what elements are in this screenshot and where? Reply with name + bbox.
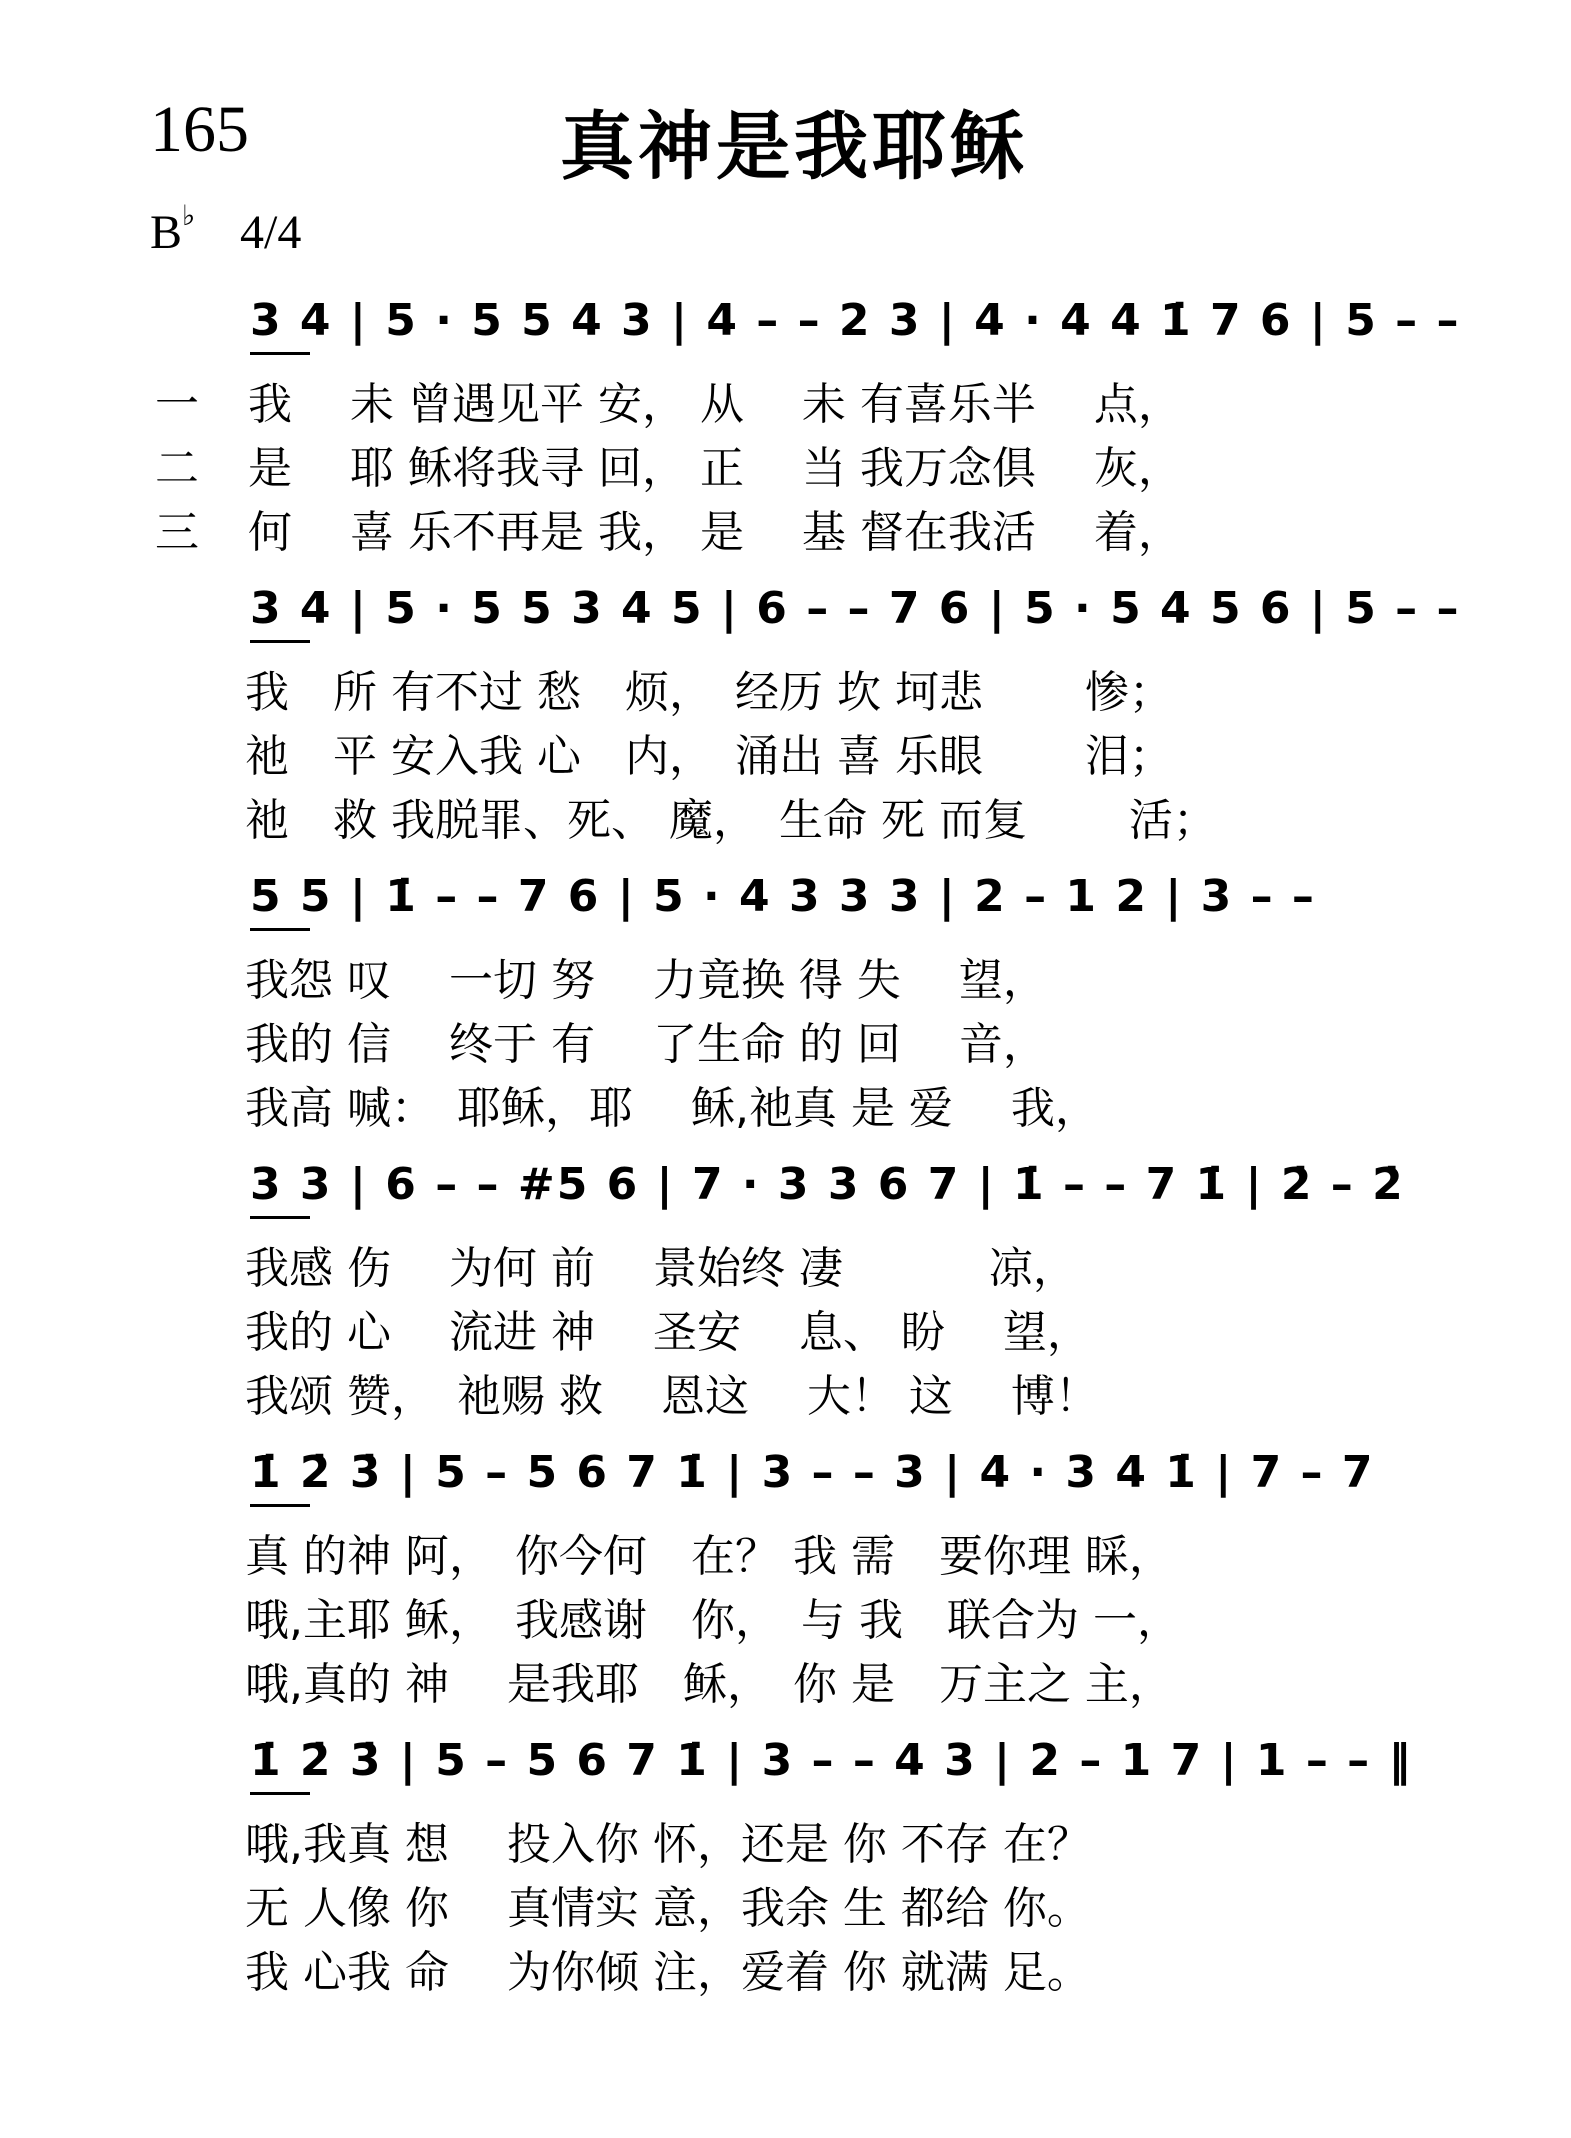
lyric-line: 祂 救 我脱罪、死、 魔， 生命 死 而复 活； [245, 795, 1217, 846]
lyric-line: 真 的神 阿， 你今何 在？ 我 需 要你理 睬， [245, 1531, 1173, 1582]
notation-underline [250, 352, 310, 355]
notation-underline [250, 640, 310, 643]
lyric-line: 哦,主耶 稣， 我感谢 你， 与 我 联合为 一， [245, 1595, 1181, 1646]
verse-label: 一 [155, 379, 199, 430]
lyric-line: 我的 信 终于 有 了生命 的 回 音， [245, 1019, 1047, 1070]
page-title: 真神是我耶稣 [560, 104, 1028, 190]
notation-row: 3 3 | 6 – – #5 6 | 7 · 3 3 6 7 | 1̇ – – 7 1̇ | 2̇ – 2̇ [250, 1159, 1405, 1210]
time-signature: 4/4 [240, 206, 302, 259]
hymn-number: 165 [150, 93, 249, 166]
notation-underline [250, 1792, 310, 1795]
lyric-line: 我怨 叹 一切 努 力竟换 得 失 望， [245, 955, 1047, 1006]
lyric-line: 我颂 赞， 祂赐 救 恩这 大！ 这 博！ [245, 1371, 1099, 1422]
key-letter: B [150, 206, 183, 259]
lyric-line: 我感 伤 为何 前 景始终 凄 凉， [245, 1243, 1077, 1294]
key-signature [150, 201, 196, 260]
lyric-line: 我 心我 命 为你倾 注，爱着 你 就满 足。 [245, 1947, 1091, 1998]
lyric-line: 我的 心 流进 神 圣安 息、 盼 望， [245, 1307, 1091, 1358]
notation-row: 1̇ 2̇ 3̇ | 5 – 5 6 7 1̇ | 3 – – 4 3 | 2 – 1 7 | 1 – – ‖ [250, 1735, 1413, 1786]
lyric-line: 我 未 曾遇见平 安， 从 未 有喜乐半 点， [248, 379, 1182, 430]
notation-row: 5 5 | 1̇ – – 7 6 | 5 · 4 3 3 3 | 2 – 1 2 | 3 – – [250, 871, 1316, 922]
lyric-line: 我高 喊： 耶稣，耶 稣,祂真 是 爱 我， [245, 1083, 1099, 1134]
lyric-line: 何 喜 乐不再是 我， 是 基 督在我活 着， [248, 507, 1182, 558]
flat-sign: ♭ [182, 201, 196, 232]
lyric-line: 我 所 有不过 愁 烦， 经历 坎 坷悲 惨； [245, 667, 1173, 718]
lyric-line: 哦,我真 想 投入你 怀，还是 你 不存 在？ [245, 1819, 1091, 1870]
notation-underline [250, 928, 310, 931]
notation-row: 3 4 | 5 · 5 5 3 4 5 | 6 – – 7 6 | 5 · 5 4 5 6 | 5 – – [250, 583, 1461, 634]
notation-underline [250, 1504, 310, 1507]
lyric-line: 无 人像 你 真情实 意，我余 生 都给 你。 [245, 1883, 1091, 1934]
lyric-line: 祂 平 安入我 心 内， 涌出 喜 乐眼 泪； [245, 731, 1173, 782]
lyric-line: 是 耶 稣将我寻 回， 正 当 我万念俱 灰， [248, 443, 1182, 494]
lyric-line: 哦,真的 神 是我耶 稣， 你 是 万主之 主， [245, 1659, 1173, 1710]
notation-row: 1̇ 2̇ 3̇ | 5 – 5 6 7 1̇ | 3 – – 3 | 4 · 3 4 1̇ | 7 – 7 [250, 1447, 1375, 1498]
notation-underline [250, 1216, 310, 1219]
verse-label: 二 [155, 443, 199, 494]
verse-label: 三 [155, 507, 199, 558]
notation-row: 3 4 | 5 · 5 5 4 3 | 4 – – 2 3 | 4 · 4 4 1̇ 7 6 | 5 – – [250, 295, 1461, 346]
